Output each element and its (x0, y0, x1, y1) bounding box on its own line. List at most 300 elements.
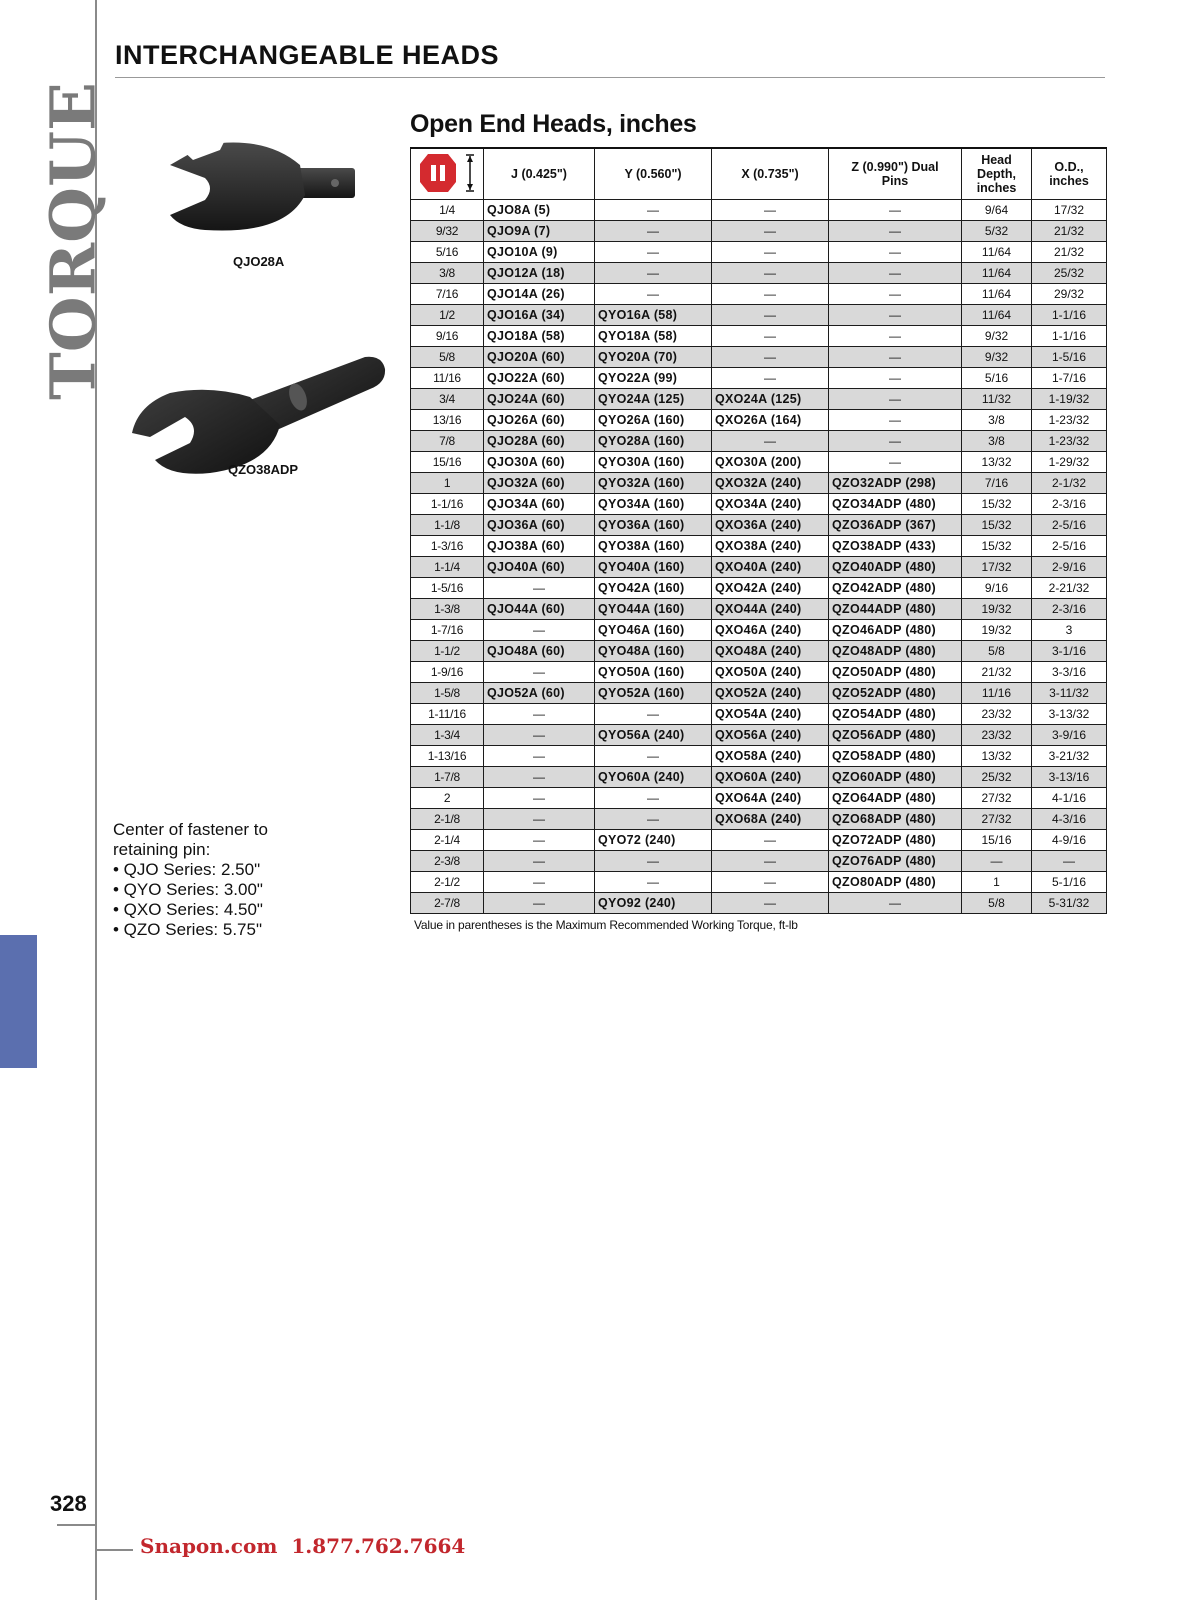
table-row (411, 641, 1107, 662)
table-cell: 3-13/32 (1032, 704, 1107, 725)
table-cell: QZO64ADP (480) (829, 788, 962, 809)
size-cell: 1-3/16 (411, 536, 484, 557)
table-cell: QZO34ADP (480) (829, 494, 962, 515)
size-cell: 1 (411, 473, 484, 494)
table-cell: 19/32 (962, 620, 1032, 641)
table-cell: 5/32 (962, 221, 1032, 242)
table-cell: QJO34A (60) (484, 494, 595, 515)
table-row (411, 326, 1107, 347)
table-cell: QYO26A (160) (595, 410, 712, 431)
table-row (411, 746, 1107, 767)
table-cell: — (962, 851, 1032, 872)
table-cell: QYO56A (240) (595, 725, 712, 746)
table-cell: — (484, 725, 595, 746)
size-cell: 7/8 (411, 431, 484, 452)
table-cell: 25/32 (962, 767, 1032, 788)
table-cell: QZO36ADP (367) (829, 515, 962, 536)
table-cell: 7/16 (962, 473, 1032, 494)
table-cell: — (712, 200, 829, 221)
table-row (411, 452, 1107, 473)
table-cell: QYO20A (70) (595, 347, 712, 368)
table-cell: QJO16A (34) (484, 305, 595, 326)
table-cell: QJO52A (60) (484, 683, 595, 704)
table-cell: — (484, 872, 595, 893)
table-cell: 27/32 (962, 788, 1032, 809)
col-header-j: J (0.425") (484, 148, 595, 200)
table-cell: 13/32 (962, 452, 1032, 473)
table-cell: QZO54ADP (480) (829, 704, 962, 725)
table-cell: 2-3/16 (1032, 599, 1107, 620)
table-cell: QJO12A (18) (484, 263, 595, 284)
table-row (411, 494, 1107, 515)
size-cell: 9/32 (411, 221, 484, 242)
table-cell: — (712, 893, 829, 914)
size-cell: 2-1/8 (411, 809, 484, 830)
table-cell: QXO44A (240) (712, 599, 829, 620)
table-cell: QYO24A (125) (595, 389, 712, 410)
table-cell: QXO38A (240) (712, 536, 829, 557)
size-cell: 1/2 (411, 305, 484, 326)
table-cell: QJO22A (60) (484, 368, 595, 389)
table-cell: 15/32 (962, 494, 1032, 515)
table-cell: 1-23/32 (1032, 431, 1107, 452)
table-cell: QXO68A (240) (712, 809, 829, 830)
col-header-od: O.D., inches (1032, 148, 1107, 200)
size-cell: 1-1/8 (411, 515, 484, 536)
size-cell: 1-7/8 (411, 767, 484, 788)
size-cell: 1-13/16 (411, 746, 484, 767)
opening-size-icon (416, 152, 478, 194)
table-cell: QJO14A (26) (484, 284, 595, 305)
table-cell: 11/64 (962, 305, 1032, 326)
table-cell: 1-5/16 (1032, 347, 1107, 368)
table-row (411, 242, 1107, 263)
table-row (411, 284, 1107, 305)
table-cell: QJO28A (60) (484, 431, 595, 452)
size-cell: 1-5/16 (411, 578, 484, 599)
table-cell: — (484, 809, 595, 830)
table-cell: QXO58A (240) (712, 746, 829, 767)
table-cell: 15/32 (962, 515, 1032, 536)
table-cell: QJO40A (60) (484, 557, 595, 578)
table-cell: QXO24A (125) (712, 389, 829, 410)
table-cell: — (829, 263, 962, 284)
table-cell: QZO52ADP (480) (829, 683, 962, 704)
table-cell: QYO92 (240) (595, 893, 712, 914)
table-cell: 9/64 (962, 200, 1032, 221)
table-cell: 21/32 (1032, 242, 1107, 263)
table-cell: — (712, 263, 829, 284)
table-cell: QZO44ADP (480) (829, 599, 962, 620)
table-row (411, 683, 1107, 704)
size-cell: 7/16 (411, 284, 484, 305)
table-cell: 21/32 (962, 662, 1032, 683)
table-cell: QXO52A (240) (712, 683, 829, 704)
table-cell: 2-3/16 (1032, 494, 1107, 515)
table-cell: — (829, 221, 962, 242)
table-cell: 3-21/32 (1032, 746, 1107, 767)
section-color-tab (0, 935, 37, 1068)
size-cell: 1-7/16 (411, 620, 484, 641)
size-cell: 1-3/8 (411, 599, 484, 620)
table-cell: QYO22A (99) (595, 368, 712, 389)
table-cell: — (712, 851, 829, 872)
table-cell: QZO80ADP (480) (829, 872, 962, 893)
table-cell: — (595, 263, 712, 284)
table-cell: — (829, 305, 962, 326)
table-cell: 13/32 (962, 746, 1032, 767)
table-cell: — (595, 242, 712, 263)
table-cell: QZO42ADP (480) (829, 578, 962, 599)
table-cell: 3 (1032, 620, 1107, 641)
footer-contact-link[interactable]: Snapon.com 1.877.762.7664 (140, 1534, 466, 1558)
col-header-head-depth: Head Depth, inches (962, 148, 1032, 200)
table-cell: 2-9/16 (1032, 557, 1107, 578)
page-number-rule (57, 1524, 95, 1526)
size-cell: 5/8 (411, 347, 484, 368)
table-cell: 9/16 (962, 578, 1032, 599)
table-row (411, 221, 1107, 242)
note-item: • QXO Series: 4.50" (113, 900, 263, 919)
photo-label-qzo38adp: QZO38ADP (228, 462, 299, 477)
table-cell: — (1032, 851, 1107, 872)
table-cell: 25/32 (1032, 263, 1107, 284)
table-cell: — (712, 221, 829, 242)
table-cell: — (829, 368, 962, 389)
table-cell: — (829, 284, 962, 305)
table-cell: QJO48A (60) (484, 641, 595, 662)
table-cell: 1-29/32 (1032, 452, 1107, 473)
table-cell: QJO18A (58) (484, 326, 595, 347)
note-item: • QJO Series: 2.50" (113, 860, 261, 879)
table-header-row (411, 148, 1107, 200)
table-cell: 3-11/32 (1032, 683, 1107, 704)
table-cell: QZO46ADP (480) (829, 620, 962, 641)
table-cell: QJO9A (7) (484, 221, 595, 242)
size-cell: 9/16 (411, 326, 484, 347)
table-cell: 2-1/32 (1032, 473, 1107, 494)
table-row (411, 515, 1107, 536)
table-cell: 11/16 (962, 683, 1032, 704)
table-row (411, 263, 1107, 284)
table-cell: QZO32ADP (298) (829, 473, 962, 494)
table-row (411, 200, 1107, 221)
table-row (411, 788, 1107, 809)
table-cell: 3/8 (962, 410, 1032, 431)
table-cell: QYO72 (240) (595, 830, 712, 851)
table-cell: QYO46A (160) (595, 620, 712, 641)
table-cell: QZO72ADP (480) (829, 830, 962, 851)
table-cell: 5/8 (962, 641, 1032, 662)
table-cell: QZO76ADP (480) (829, 851, 962, 872)
table-cell: QYO28A (160) (595, 431, 712, 452)
table-cell: — (712, 830, 829, 851)
table-cell: 19/32 (962, 599, 1032, 620)
table-cell: 11/64 (962, 242, 1032, 263)
table-cell: QJO44A (60) (484, 599, 595, 620)
table-cell: — (484, 746, 595, 767)
size-cell: 1-1/2 (411, 641, 484, 662)
table-row (411, 431, 1107, 452)
page-title: INTERCHANGEABLE HEADS (115, 40, 500, 70)
table-cell: — (484, 767, 595, 788)
table-cell: QYO32A (160) (595, 473, 712, 494)
table-cell: QJO24A (60) (484, 389, 595, 410)
size-cell: 1-5/8 (411, 683, 484, 704)
table-cell: — (595, 872, 712, 893)
table-cell: — (595, 809, 712, 830)
table-cell: — (595, 704, 712, 725)
table-cell: QYO34A (160) (595, 494, 712, 515)
table-row (411, 389, 1107, 410)
table-cell: 3-3/16 (1032, 662, 1107, 683)
table-cell: QZO40ADP (480) (829, 557, 962, 578)
table-cell: — (712, 284, 829, 305)
table-row (411, 893, 1107, 914)
size-cell: 2-7/8 (411, 893, 484, 914)
table-cell: QXO42A (240) (712, 578, 829, 599)
table-cell: QYO42A (160) (595, 578, 712, 599)
table-cell: 21/32 (1032, 221, 1107, 242)
table-cell: 29/32 (1032, 284, 1107, 305)
table-cell: 3/8 (962, 431, 1032, 452)
table-cell: QXO50A (240) (712, 662, 829, 683)
table-cell: 1-1/16 (1032, 326, 1107, 347)
table-cell: 23/32 (962, 725, 1032, 746)
table-cell: 2-5/16 (1032, 515, 1107, 536)
table-row (411, 557, 1107, 578)
table-cell: 3-13/16 (1032, 767, 1107, 788)
table-cell: 1-7/16 (1032, 368, 1107, 389)
table-cell: 9/32 (962, 326, 1032, 347)
table-cell: — (595, 221, 712, 242)
table-cell: — (712, 431, 829, 452)
table-cell: — (712, 242, 829, 263)
table-cell: — (484, 662, 595, 683)
table-cell: QZO68ADP (480) (829, 809, 962, 830)
size-cell: 5/16 (411, 242, 484, 263)
table-cell: 15/16 (962, 830, 1032, 851)
table-footnote: Value in parentheses is the Maximum Recommended Working Torque, ft-lb (414, 918, 798, 932)
table-cell: QYO60A (240) (595, 767, 712, 788)
table-body (411, 200, 1107, 914)
table-cell: — (484, 704, 595, 725)
table-cell: QZO48ADP (480) (829, 641, 962, 662)
table-cell: — (595, 200, 712, 221)
table-row (411, 305, 1107, 326)
table-cell: QYO52A (160) (595, 683, 712, 704)
opening-size-header (411, 148, 484, 200)
table-cell: QZO38ADP (433) (829, 536, 962, 557)
size-cell: 1-1/4 (411, 557, 484, 578)
table-cell: — (484, 620, 595, 641)
table-cell: QZO58ADP (480) (829, 746, 962, 767)
size-cell: 1/4 (411, 200, 484, 221)
header-divider (115, 77, 1105, 78)
table-cell: 9/32 (962, 347, 1032, 368)
table-cell: QJO26A (60) (484, 410, 595, 431)
table-cell: — (595, 284, 712, 305)
table-cell: — (829, 410, 962, 431)
retaining-pin-notes (113, 820, 268, 940)
table-cell: — (484, 788, 595, 809)
table-row (411, 851, 1107, 872)
table-cell: QJO30A (60) (484, 452, 595, 473)
size-cell: 2-3/8 (411, 851, 484, 872)
table-cell: QJO32A (60) (484, 473, 595, 494)
size-cell: 3/4 (411, 389, 484, 410)
size-cell: 2 (411, 788, 484, 809)
table-cell: 5-1/16 (1032, 872, 1107, 893)
table-cell: 11/64 (962, 263, 1032, 284)
table-cell: QJO8A (5) (484, 200, 595, 221)
table-cell: 5/16 (962, 368, 1032, 389)
table-cell: — (595, 788, 712, 809)
table-cell: — (712, 326, 829, 347)
note-item: • QYO Series: 3.00" (113, 880, 263, 899)
col-header-z: Z (0.990") Dual Pins (829, 148, 962, 200)
notes-heading-line2: retaining pin: (113, 840, 211, 859)
table-cell: 5-31/32 (1032, 893, 1107, 914)
size-cell: 15/16 (411, 452, 484, 473)
section-title: Open End Heads, inches (410, 110, 697, 138)
table-cell: QXO30A (200) (712, 452, 829, 473)
size-cell: 11/16 (411, 368, 484, 389)
table-cell: — (712, 368, 829, 389)
table-cell: QYO18A (58) (595, 326, 712, 347)
table-cell: QXO26A (164) (712, 410, 829, 431)
table-cell: — (829, 242, 962, 263)
table-row (411, 662, 1107, 683)
table-cell: QYO36A (160) (595, 515, 712, 536)
col-header-x: X (0.735") (712, 148, 829, 200)
table-cell: — (829, 200, 962, 221)
table-row (411, 725, 1107, 746)
table-cell: QJO20A (60) (484, 347, 595, 368)
table-row (411, 536, 1107, 557)
table-cell: QYO30A (160) (595, 452, 712, 473)
table-cell: QXO34A (240) (712, 494, 829, 515)
table-cell: QXO32A (240) (712, 473, 829, 494)
table-cell: — (712, 872, 829, 893)
table-row (411, 620, 1107, 641)
size-cell: 1-3/4 (411, 725, 484, 746)
size-cell: 2-1/2 (411, 872, 484, 893)
table-cell: 1-1/16 (1032, 305, 1107, 326)
table-cell: QYO40A (160) (595, 557, 712, 578)
table-row (411, 809, 1107, 830)
side-tab-text: TORQUE (36, 92, 110, 400)
size-cell: 13/16 (411, 410, 484, 431)
size-cell: 2-1/4 (411, 830, 484, 851)
footer-rule (97, 1549, 133, 1551)
photo-label-qjo28a: QJO28A (233, 254, 285, 269)
table-cell: QYO48A (160) (595, 641, 712, 662)
table-cell: QXO54A (240) (712, 704, 829, 725)
table-cell: 2-21/32 (1032, 578, 1107, 599)
table-cell: — (829, 452, 962, 473)
table-row (411, 347, 1107, 368)
table-cell: 4-3/16 (1032, 809, 1107, 830)
table-cell: QXO64A (240) (712, 788, 829, 809)
table-cell: 4-9/16 (1032, 830, 1107, 851)
table-cell: — (484, 893, 595, 914)
table-cell: 5/8 (962, 893, 1032, 914)
table-cell: 27/32 (962, 809, 1032, 830)
table-cell: — (712, 305, 829, 326)
table-cell: — (829, 389, 962, 410)
table-cell: — (829, 431, 962, 452)
note-item: • QZO Series: 5.75" (113, 920, 262, 939)
notes-heading-line1: Center of fastener to (113, 820, 268, 839)
table-cell: 1-23/32 (1032, 410, 1107, 431)
table-cell: — (712, 347, 829, 368)
table-cell: QZO50ADP (480) (829, 662, 962, 683)
table-cell: 1 (962, 872, 1032, 893)
table-row (411, 830, 1107, 851)
table-cell: 15/32 (962, 536, 1032, 557)
table-cell: QXO40A (240) (712, 557, 829, 578)
table-cell: QYO50A (160) (595, 662, 712, 683)
table-cell: — (829, 893, 962, 914)
table-cell: — (484, 851, 595, 872)
table-cell: 3-1/16 (1032, 641, 1107, 662)
table-row (411, 368, 1107, 389)
table-cell: — (595, 746, 712, 767)
table-cell: QXO36A (240) (712, 515, 829, 536)
table-cell: 23/32 (962, 704, 1032, 725)
table-cell: 1-19/32 (1032, 389, 1107, 410)
table-cell: QJO10A (9) (484, 242, 595, 263)
table-row (411, 872, 1107, 893)
size-cell: 3/8 (411, 263, 484, 284)
table-cell: QYO44A (160) (595, 599, 712, 620)
table-row (411, 578, 1107, 599)
table-row (411, 704, 1107, 725)
table-cell: QZO56ADP (480) (829, 725, 962, 746)
page-number: 328 (50, 1491, 87, 1516)
table-row (411, 599, 1107, 620)
table-cell: 3-9/16 (1032, 725, 1107, 746)
col-header-y: Y (0.560") (595, 148, 712, 200)
table-cell: — (829, 326, 962, 347)
size-cell: 1-9/16 (411, 662, 484, 683)
table-row (411, 410, 1107, 431)
table-cell: QXO48A (240) (712, 641, 829, 662)
table-cell: QXO60A (240) (712, 767, 829, 788)
table-cell: — (595, 851, 712, 872)
table-cell: QYO38A (160) (595, 536, 712, 557)
table-cell: 11/64 (962, 284, 1032, 305)
table-cell: QYO16A (58) (595, 305, 712, 326)
table-cell: QJO38A (60) (484, 536, 595, 557)
table-row (411, 767, 1107, 788)
table-cell: — (484, 830, 595, 851)
size-cell: 1-11/16 (411, 704, 484, 725)
table-cell: QZO60ADP (480) (829, 767, 962, 788)
table-cell: 11/32 (962, 389, 1032, 410)
table-cell: 4-1/16 (1032, 788, 1107, 809)
table-cell: QXO56A (240) (712, 725, 829, 746)
size-cell: 1-1/16 (411, 494, 484, 515)
table-cell: 17/32 (1032, 200, 1107, 221)
table-row (411, 473, 1107, 494)
table-cell: — (484, 578, 595, 599)
table-cell: QXO46A (240) (712, 620, 829, 641)
open-end-heads-table (410, 147, 1107, 914)
table-cell: QJO36A (60) (484, 515, 595, 536)
table-cell: — (829, 347, 962, 368)
